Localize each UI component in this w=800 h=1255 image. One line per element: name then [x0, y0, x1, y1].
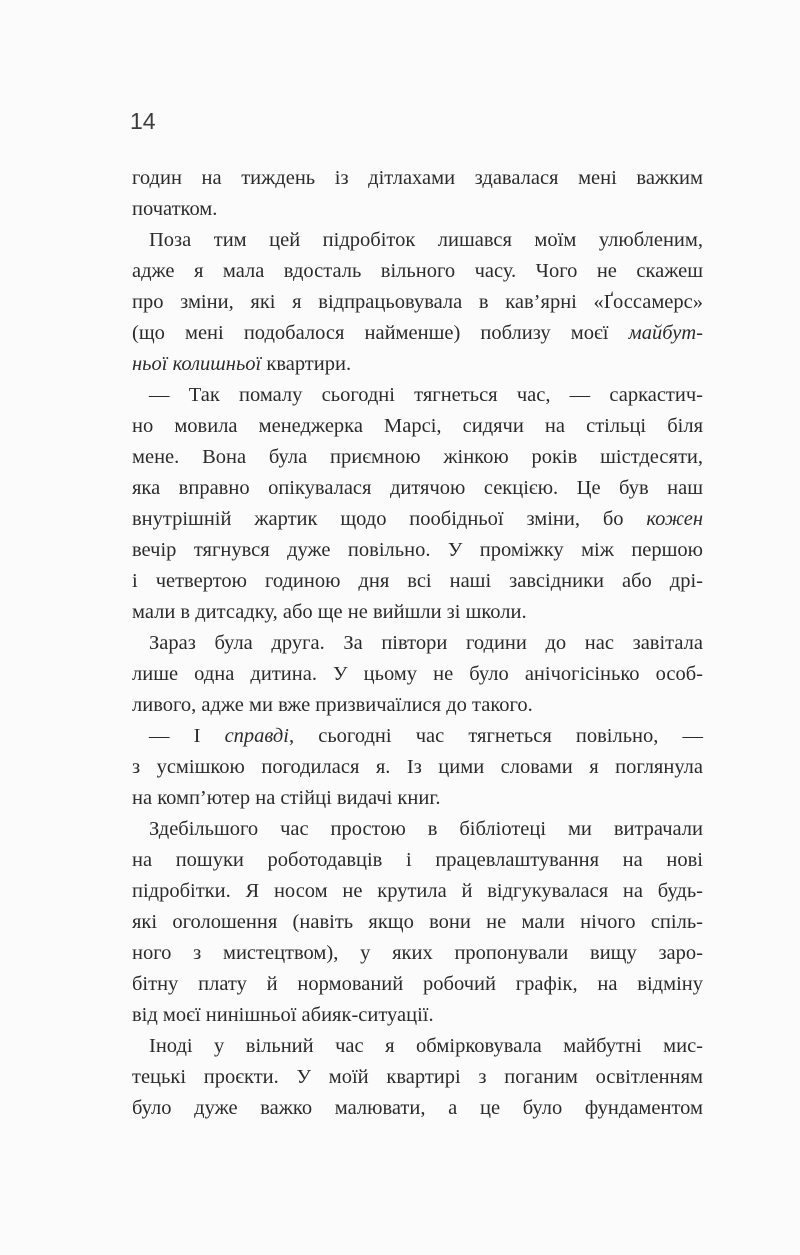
- paragraph: [132, 628, 703, 721]
- text-line: [132, 814, 703, 845]
- paragraph: [132, 163, 703, 225]
- text-segment: про зміни, які я відпрацьовувала в кав’ярні «Ґоссамерс»: [132, 291, 703, 313]
- text-line: [132, 287, 703, 318]
- italic-text-segment: майбут-: [628, 322, 703, 344]
- text-segment: з усмішкою погодилася я. Із цими словами я поглянула: [132, 756, 703, 778]
- text-segment: но мовила менеджерка Марсі, сидячи на стільці біля: [132, 415, 703, 437]
- text-segment: на комп’ютер на стійці видачі книг.: [132, 787, 441, 809]
- text-segment: від моєї нинішньої абияк-ситуації.: [132, 1004, 434, 1026]
- text-line: [132, 163, 703, 194]
- text-segment: мали в дитсадку, або ще не вийшли зі школи.: [132, 601, 527, 623]
- text-segment: бітну плату й нормований робочий графік, на відміну: [132, 973, 703, 995]
- text-segment: і четвертою годиною дня всі наші завсідники або дрі-: [132, 570, 703, 592]
- page-number: 14: [130, 108, 156, 134]
- text-segment: — І: [149, 725, 225, 747]
- text-segment: лише одна дитина. У цьому не було анічогісінько особ-: [132, 663, 703, 685]
- text-line: [132, 938, 703, 969]
- text-segment: яка вправно опікувалася дитячою секцією. Це був наш: [132, 477, 703, 499]
- text-segment: внутрішній жартик щодо пообідньої зміни, бо: [132, 508, 647, 530]
- text-segment: адже я мала вдосталь вільного часу. Чого не скажеш: [132, 260, 703, 282]
- text-line: [132, 380, 703, 411]
- text-line: [132, 659, 703, 690]
- text-segment: — Так помалу сьогодні тягнеться час, — саркастич-: [149, 384, 703, 406]
- text-segment: Зараз була друга. За півтори години до нас завітала: [149, 632, 703, 654]
- text-line: [132, 442, 703, 473]
- text-segment: Поза тим цей підробіток лишався моїм улюбленим,: [149, 229, 703, 251]
- paragraph: [132, 721, 703, 814]
- text-segment: годин на тиждень із дітлахами здавалася мені важким: [132, 167, 703, 189]
- text-segment: було дуже важко малювати, а це було фундаментом: [132, 1097, 703, 1119]
- text-line: [132, 256, 703, 287]
- text-line: [132, 628, 703, 659]
- text-line: [132, 845, 703, 876]
- text-line: [132, 690, 703, 721]
- text-line: [132, 597, 703, 628]
- text-segment: які оголошення (навіть якщо вони не мали нічого спіль-: [132, 911, 703, 933]
- paragraph: [132, 225, 703, 380]
- text-segment: початком.: [132, 198, 218, 220]
- text-line: [132, 783, 703, 814]
- text-line: [132, 1031, 703, 1062]
- text-segment: (що мені подобалося найменше) поблизу моєї: [132, 322, 629, 344]
- text-segment: підробітки. Я носом не крутила й відгукувалася на будь-: [132, 880, 703, 902]
- text-line: [132, 752, 703, 783]
- text-line: [132, 566, 703, 597]
- paragraph: [132, 380, 703, 628]
- text-line: [132, 1062, 703, 1093]
- text-line: [132, 504, 703, 535]
- italic-text-segment: ньої колишньої: [132, 353, 262, 375]
- text-line: [132, 721, 703, 752]
- text-segment: Іноді у вільний час я обмірковувала майбутні мис-: [149, 1035, 703, 1057]
- text-segment: Здебільшого час простою в бібліотеці ми витрачали: [149, 818, 703, 840]
- text-line: [132, 907, 703, 938]
- text-block: [132, 163, 703, 1124]
- text-line: [132, 535, 703, 566]
- italic-text-segment: справді: [224, 725, 289, 747]
- text-segment: на пошуки роботодавців і працевлаштування на нові: [132, 849, 703, 871]
- italic-text-segment: кожен: [646, 508, 703, 530]
- text-line: [132, 225, 703, 256]
- text-line: [132, 876, 703, 907]
- text-line: [132, 318, 703, 349]
- text-line: [132, 411, 703, 442]
- paragraph: [132, 814, 703, 1031]
- text-line: [132, 969, 703, 1000]
- text-segment: вечір тягнувся дуже повільно. У проміжку між першою: [132, 539, 703, 561]
- text-line: [132, 349, 703, 380]
- text-line: [132, 1000, 703, 1031]
- text-segment: ного з мистецтвом), у яких пропонували вищу заро-: [132, 942, 703, 964]
- text-line: [132, 1093, 703, 1124]
- paragraph: [132, 1031, 703, 1124]
- text-line: [132, 194, 703, 225]
- text-segment: ливого, адже ми вже призвичаїлися до такого.: [132, 694, 533, 716]
- text-segment: мене. Вона була приємною жінкою років шістдесяти,: [132, 446, 703, 468]
- text-segment: , сьогодні час тягнеться повільно, —: [289, 725, 704, 747]
- text-segment: тецькі проєкти. У моїй квартирі з поганим освітленням: [132, 1066, 703, 1088]
- text-segment: квартири.: [261, 353, 352, 375]
- text-line: [132, 473, 703, 504]
